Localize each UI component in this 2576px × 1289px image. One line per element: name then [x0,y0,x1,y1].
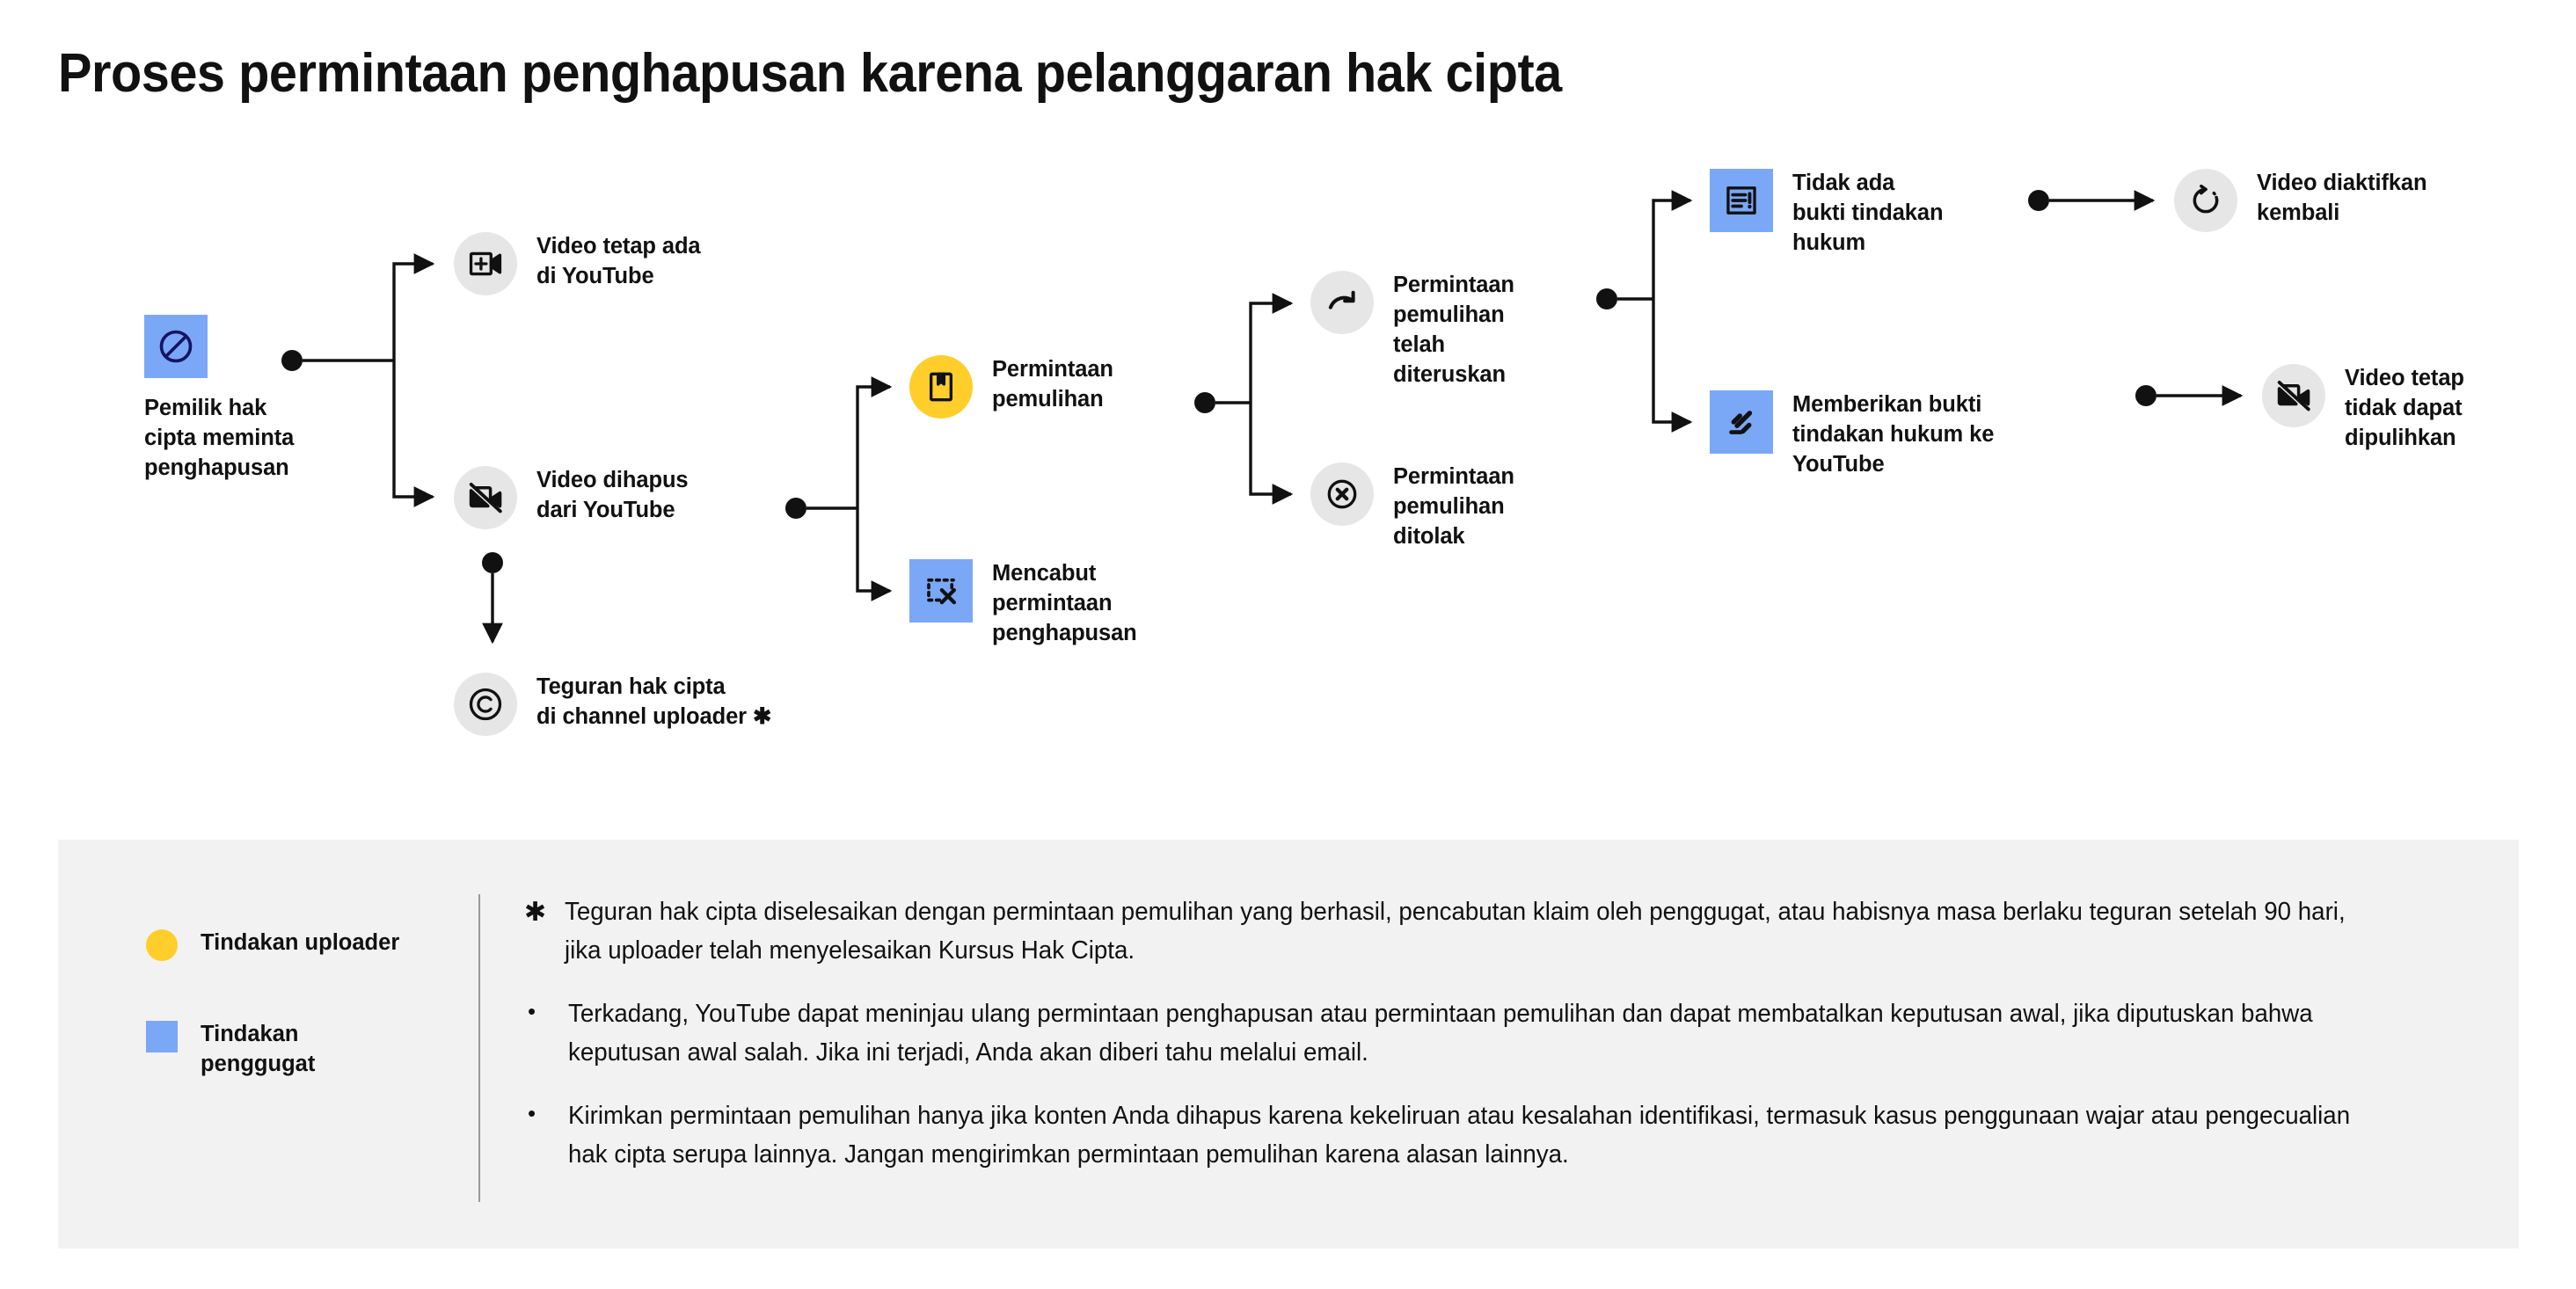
note-item [524,892,2450,970]
document-alert-icon [1710,169,1773,232]
note-text: Kirimkan permintaan pemulihan hanya jika konten Anda dihapus karena kekeliruan atau kesalahan identifikasi, termasuk kasus penggunaan wajar atau pengecualian hak cipta serupa lainnya. Jangan mengirimkan permintaan pemulihan karena alasan lainnya. [568,1102,2351,1169]
node-label: Video dihapus dari YouTube [536,468,689,522]
legend-item-label: Tindakan uploader [201,930,400,955]
restore-icon [2174,169,2237,232]
gavel-icon [1710,390,1773,454]
node-label: Video tetap ada di YouTube [536,234,701,288]
node-video-reinstated[interactable] [2174,169,2427,232]
note-text: Terkadang, YouTube dapat meninjau ulang permintaan penghapusan atau permintaan pemulihan dan dapat membatalkan keputusan awal, jika diputuskan bahwa keputusan awal salah. Jika ini terjadi, Anda akan diberi tahu melalui email. [568,1000,2313,1067]
node-provide-legal-action-evidence[interactable] [1710,390,1994,480]
legend-item-label: Tindakan penggugat [201,1022,316,1077]
node-label: Teguran hak cipta di channel uploader ✱ [536,674,772,729]
note-marker-asterisk: ✱ [524,898,547,927]
video-add-icon [454,232,517,295]
node-video-stays[interactable] [454,232,701,295]
forward-arrow-icon [1310,271,1374,334]
node-no-legal-action-evidence[interactable] [1710,169,1943,259]
note-marker-bullet: • [528,1100,536,1127]
node-label: Permintaan pemulihan telah diteruskan [1393,273,1514,387]
bookmark-icon [909,355,973,419]
vertical-divider [478,894,480,1202]
node-counter-notification-rejected[interactable] [1310,462,1514,552]
node-label: Tidak ada bukti tindakan hukum [1792,171,1944,255]
cancel-circle-icon [1310,462,1374,526]
note-marker-bullet: • [528,998,536,1025]
yellow-circle-swatch [146,929,178,961]
node-label: Mencabut permintaan penghapusan [992,561,1137,645]
legend-and-notes-panel [58,840,2519,1249]
node-label: Memberikan bukti tindakan hukum ke YouTube [1792,392,1995,477]
node-label: Pemilik hak cipta meminta penghapusan [144,396,295,480]
legend-item-uploader [146,928,480,961]
node-label: Video tetap tidak dapat dipulihkan [2345,366,2464,450]
select-cancel-icon [909,559,973,623]
note-text: Teguran hak cipta diselesaikan dengan permintaan pemulihan yang berhasil, pencabutan klaim oleh penggugat, atau habisnya masa berlaku teguran setelah 90 hari, jika uploader telah menyelesaikan Kursus Hak Cipta. [565,898,2346,965]
block-icon [144,315,208,378]
legend-item-claimant [146,1019,480,1080]
video-off-icon [454,466,517,529]
node-label: Permintaan pemulihan ditolak [1393,464,1514,549]
node-label: Video diaktifkan kembali [2257,171,2427,225]
node-label: Permintaan pemulihan [992,357,1113,411]
notes-list [524,892,2450,1198]
copyright-icon [454,673,517,736]
node-counter-notification-forwarded[interactable] [1310,271,1514,390]
node-copyright-strike[interactable] [454,673,771,736]
note-item [524,994,2450,1072]
node-counter-notification[interactable] [909,355,1113,419]
note-item [524,1096,2450,1174]
node-video-not-restorable[interactable] [2262,364,2464,454]
node-retract-removal-request[interactable] [909,559,1137,649]
video-off-icon [2262,364,2325,427]
node-video-removed[interactable] [454,466,689,529]
legend [146,928,480,1138]
page-title: Proses permintaan penghapusan karena pelanggaran hak cipta [58,43,1562,104]
blue-square-swatch [146,1021,178,1052]
node-copyright-owner-request[interactable] [144,315,294,484]
